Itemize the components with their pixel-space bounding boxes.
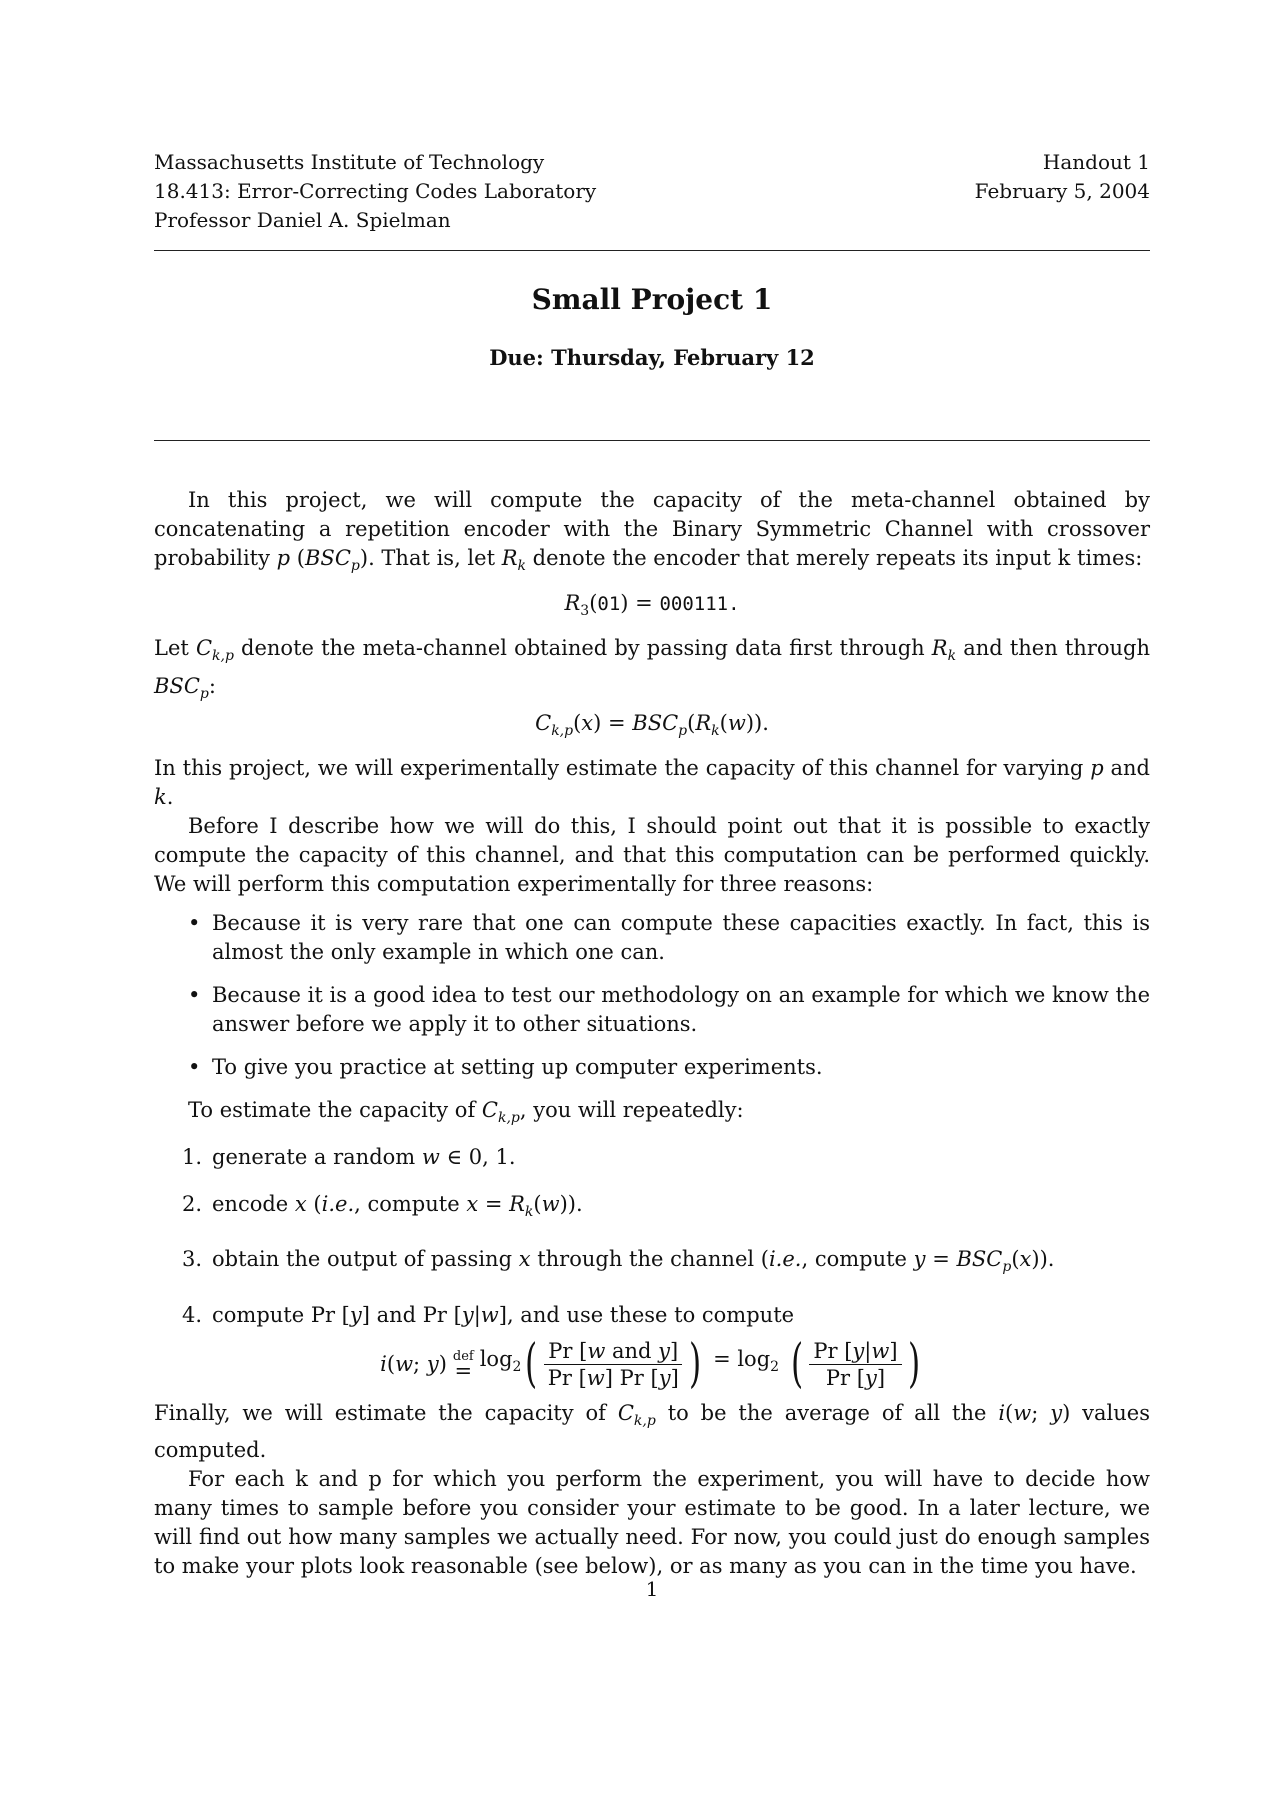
list-item: 2. encode x (i.e., compute $x = R_k(w)$).	[182, 1192, 583, 1221]
header-right	[975, 148, 1150, 206]
equation-repetition: $R_3(01) = 000111$.	[564, 591, 740, 620]
reasons-intro-paragraph: Before I describe how we will do this, I should point out that it is possible to exactly compute the capacity of this channel, and that this computation can be performed quickly. We will perform this computation experimentally for three reasons:	[154, 813, 1150, 896]
samples-paragraph: For each k and p for which you perform the experiment, you will have to decide how many times to sample before you consider your estimate to be good. In a later lecture, we will find out how many samples we actually need. For now, you could just do enough samples to make your plots look reasonable (see below), or as many as you can in the time you have.	[154, 1466, 1150, 1578]
equation-meta-channel: $C_{k,p}(x) = BSC_p(R_k(w))$.	[535, 710, 769, 739]
steps-intro: To estimate the capacity of $C_{k,p}$, you will repeatedly:	[188, 1097, 744, 1127]
meta-channel-paragraph: Let $C_{k,p}$ denote the meta-channel obtained by passing data first through $R_k$ and then through $BSC_p$:	[154, 636, 1150, 702]
header-left	[154, 148, 596, 235]
list-item: 3. obtain the output of passing x through the channel (i.e., compute $y = BSC_p(x)$).	[182, 1247, 1055, 1276]
title-rule	[154, 440, 1150, 441]
header-rule	[154, 250, 1150, 251]
page-title: Small Project 1	[531, 283, 773, 316]
list-item: • To give you practice at setting up computer experiments.	[212, 1053, 1150, 1082]
course: 18.413: Error-Correcting Codes Laboratory	[154, 179, 597, 203]
page-number: 1	[645, 1577, 659, 1601]
list-item: 1. generate a random w ∈ 0, 1.	[182, 1145, 516, 1170]
document-body	[154, 486, 1150, 1581]
varying-paragraph: In this project, we will experimentally estimate the capacity of this channel for varying p and k.	[154, 755, 1150, 809]
equation-information: i(w; y) def = $\log_2$ ( $\frac{\text{Pr [w and y]}}{Pr [w] Pr [y]}$ ) = $\log_2$ ( $\frac{Pr [y|w]}{Pr [y]}$ )	[380, 1334, 920, 1394]
steps-list	[154, 1143, 1150, 1329]
intro-paragraph: In this project, we will compute the capacity of the meta-channel obtained by concatenating a repetition encoder with the Binary Symmetric Channel with crossover probability p $(BSC_p)$. That is, let $R_k$ denote the encoder that merely repeats its input k times:	[154, 488, 1150, 575]
institution: Massachusetts Institute of Technology	[154, 150, 545, 174]
handout-number: Handout 1	[1042, 150, 1150, 174]
list-item: • Because it is very rare that one can compute these capacities exactly. In fact, this is almost the only example in which one can.	[212, 909, 1150, 967]
list-item: • Because it is a good idea to test our methodology on an example for which we know the answer before we apply it to other situations.	[212, 981, 1150, 1039]
professor: Professor Daniel A. Spielman	[154, 208, 451, 232]
due-date: Due: Thursday, February 12	[489, 345, 815, 370]
reasons-list	[154, 909, 1150, 1082]
handout-date: February 5, 2004	[974, 179, 1150, 203]
estimate-paragraph: Finally, we will estimate the capacity of $C_{k,p}$ to be the average of all the i(w; y) values computed.	[154, 1400, 1150, 1462]
list-item: 4. compute Pr [y] and Pr [y|w], and use these to compute	[182, 1302, 795, 1327]
